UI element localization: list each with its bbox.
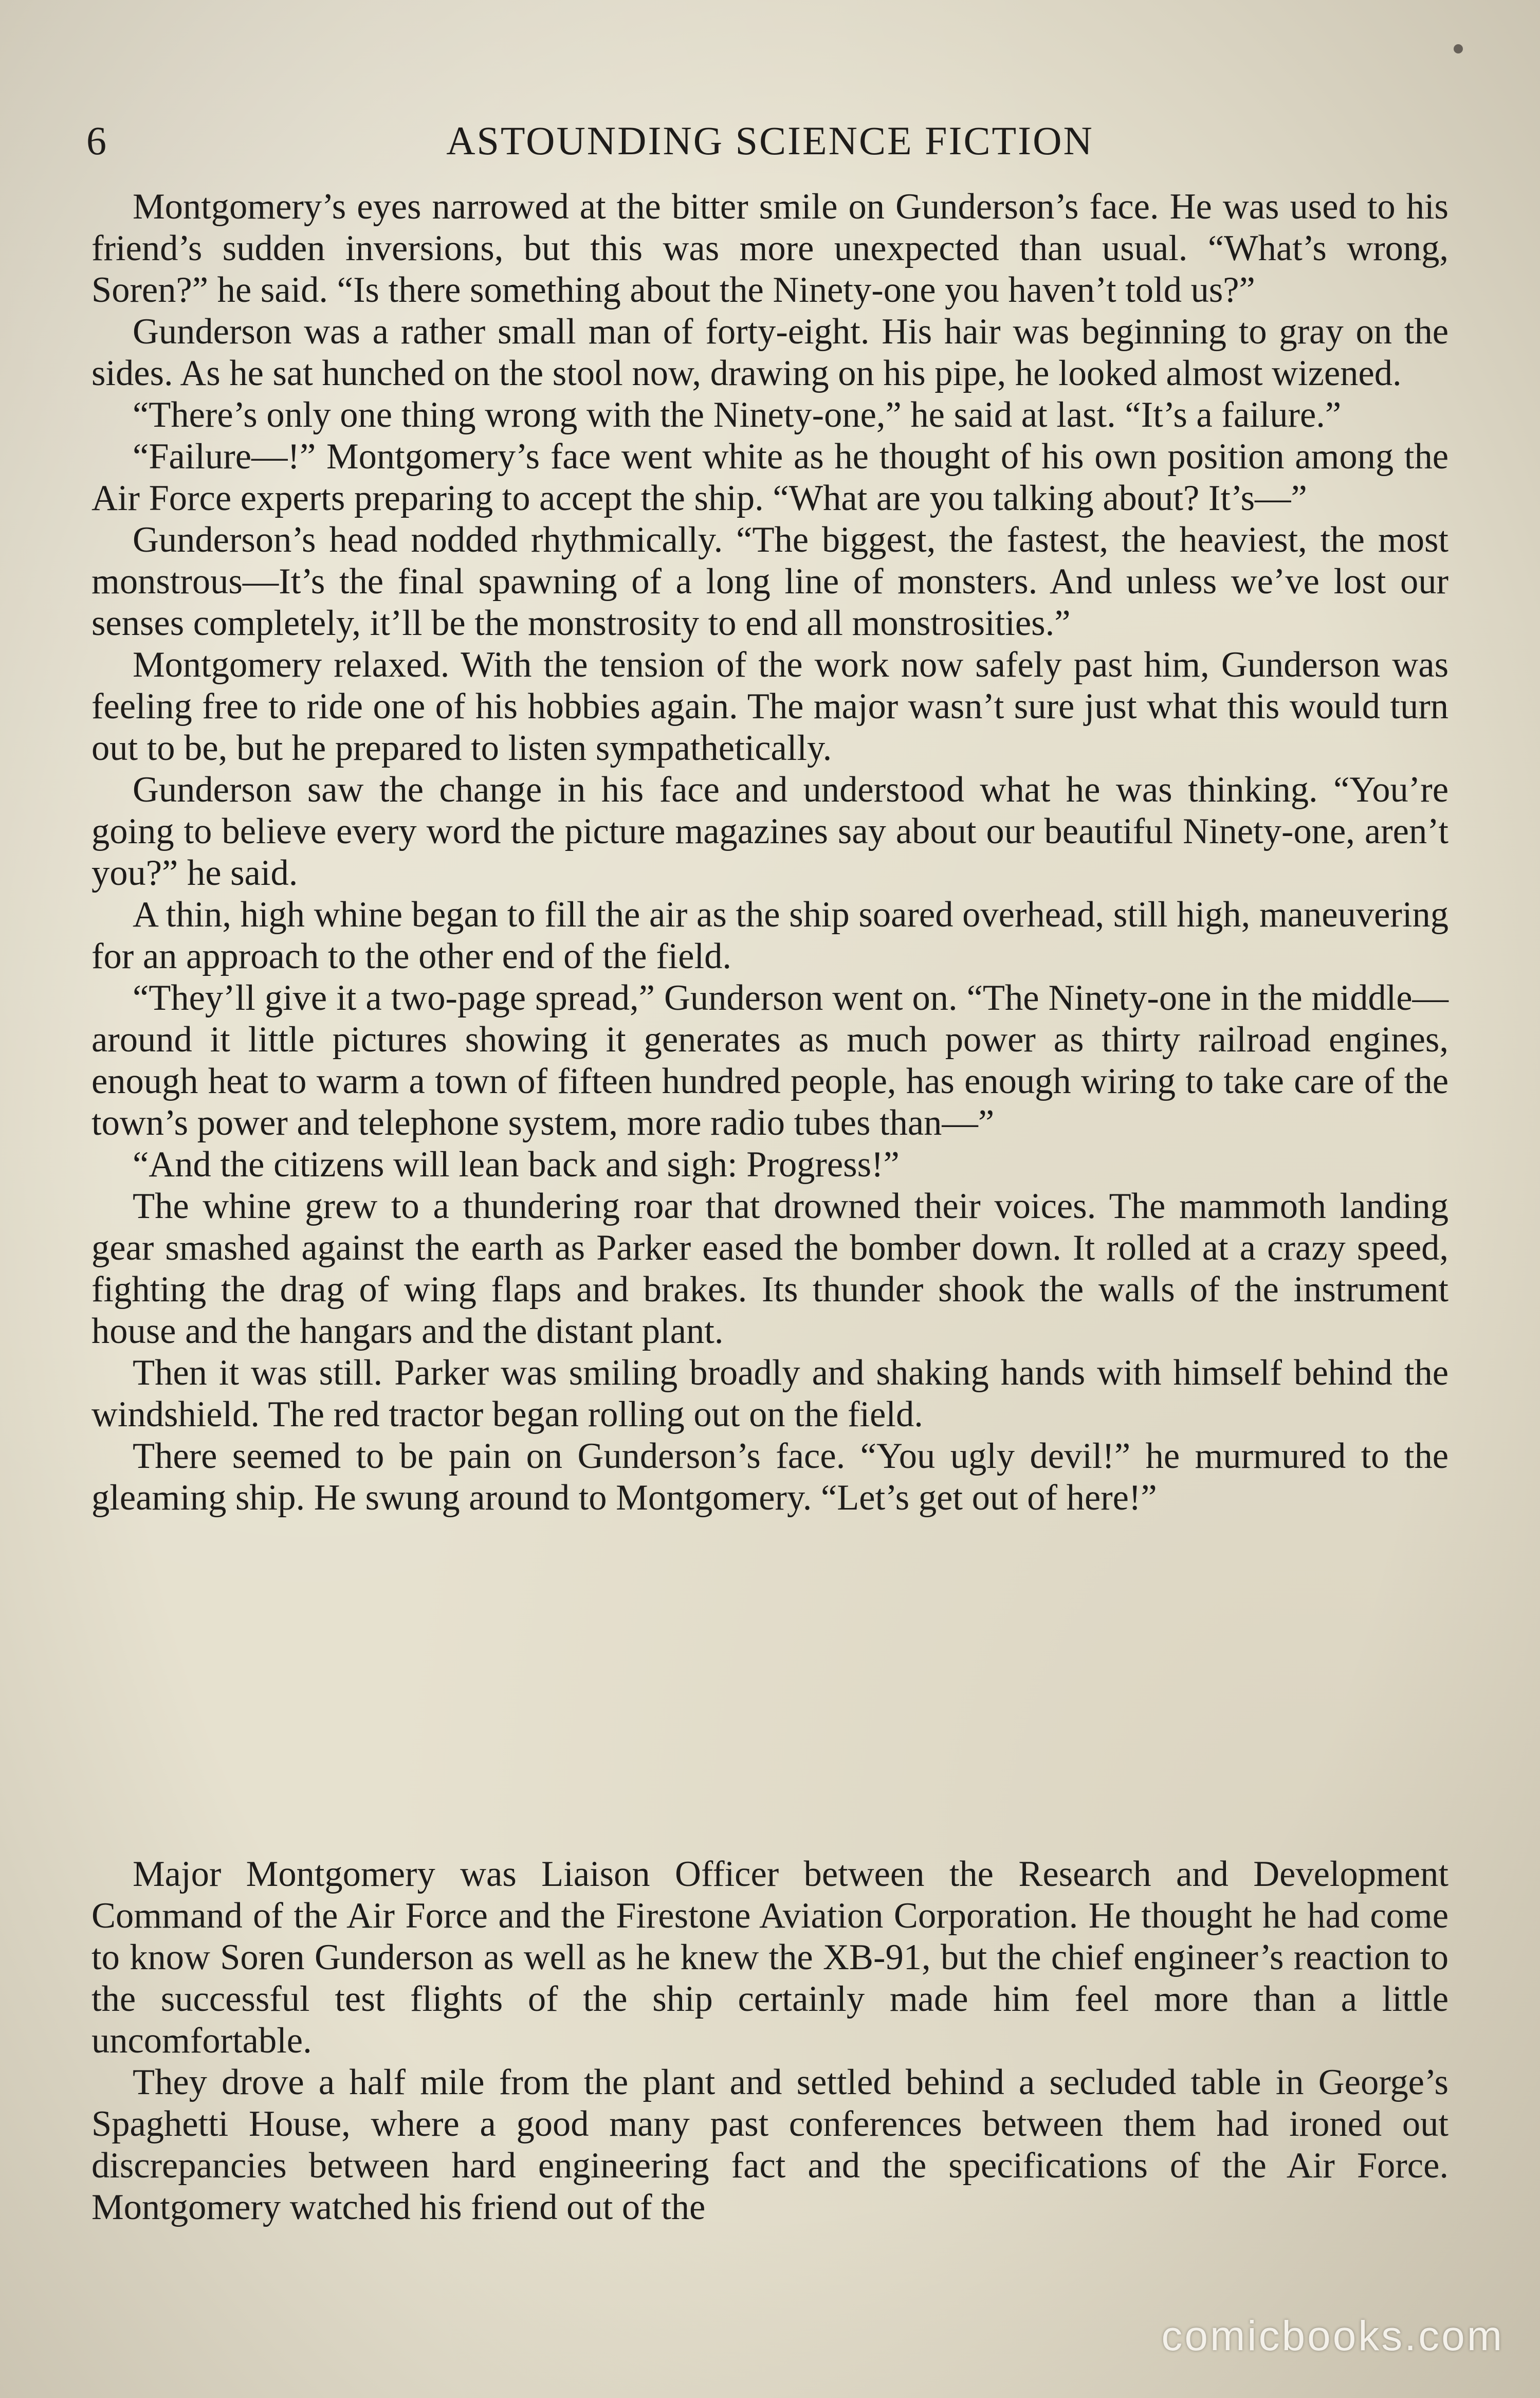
paragraph: Gunderson’s head nodded rhythmically. “The biggest, the fastest, the heaviest, the most monstrous—It’s the final spawning of a long line of monsters. And unless we’ve lost our senses completely, it’ll be the monstrosity to end all monstrosities.” bbox=[91, 520, 1449, 643]
paragraph: They drove a half mile from the plant and settled behind a secluded table in George’s Spaghetti House, where a good many past conferences between them had ironed out discrepancies between hard engineering fact and the specifications of the Air Force. Montgomery watched his friend out of the bbox=[91, 2062, 1449, 2227]
story-section-two bbox=[91, 1854, 1449, 2228]
paragraph: Montgomery relaxed. With the tension of the work now safely past him, Gunderson was feeling free to ride one of his hobbies again. The major wasn’t sure just what this would turn out to be, but he prepared to listen sympathetically. bbox=[91, 645, 1449, 768]
paragraph: “They’ll give it a two-page spread,” Gunderson went on. “The Ninety-one in the middle—around it little pictures showing it generates as much power as thirty railroad engines, enough heat to warm a town of fifteen hundred people, has enough wiring to take care of the town’s power and telephone system, more radio tubes than—” bbox=[91, 978, 1449, 1143]
running-head: ASTOUNDING SCIENCE FICTION bbox=[446, 118, 1094, 163]
paragraph: There seemed to be pain on Gunderson’s face. “You ugly devil!” he murmured to the gleaming ship. He swung around to Montgomery. “Let’s get out of here!” bbox=[91, 1436, 1449, 1518]
paragraph: A thin, high whine began to fill the air as the ship soared overhead, still high, maneuvering for an approach to the other end of the field. bbox=[91, 895, 1449, 976]
paragraph: “There’s only one thing wrong with the Ninety-one,” he said at last. “It’s a failure.” bbox=[133, 395, 1342, 435]
watermark: comicbooks.com bbox=[1161, 2313, 1504, 2359]
paragraph: Major Montgomery was Liaison Officer between the Research and Development Command of the Air Force and the Firestone Aviation Corporation. He thought he had come to know Soren Gunderson as well as he knew the XB-91, but the chief engineer’s reaction to the successful test flights of the ship certainly made him feel more than a little uncomfortable. bbox=[91, 1854, 1449, 2061]
paragraph: “And the citizens will lean back and sigh: Progress!” bbox=[133, 1145, 900, 1185]
paragraph: Gunderson saw the change in his face and understood what he was thinking. “You’re going to believe every word the picture magazines say about our beautiful Ninety-one, aren’t you?” he said. bbox=[91, 770, 1449, 893]
page-number: 6 bbox=[86, 118, 107, 163]
story-section-one bbox=[91, 186, 1449, 1519]
paragraph: Gunderson was a rather small man of forty-eight. His hair was beginning to gray on the sides. As he sat hunched on the stool now, drawing on his pipe, he looked almost wizened. bbox=[91, 312, 1449, 393]
paragraph: Then it was still. Parker was smiling broadly and shaking hands with himself behind the windshield. The red tractor began rolling out on the field. bbox=[91, 1353, 1449, 1434]
paragraph: The whine grew to a thundering roar that drowned their voices. The mammoth landing gear smashed against the earth as Parker eased the bomber down. It rolled at a crazy speed, fighting the drag of wing flaps and brakes. Its thunder shook the walls of the instrument house and the hangars and the distant plant. bbox=[91, 1186, 1449, 1351]
paragraph: “Failure—!” Montgomery’s face went white as he thought of his own position among the Air Force experts preparing to accept the ship. “What are you talking about? It’s—” bbox=[91, 437, 1449, 518]
paragraph: Montgomery’s eyes narrowed at the bitter smile on Gunderson’s face. He was used to his friend’s sudden inversions, but this was more unexpected than usual. “What’s wrong, Soren?” he said. “Is there something about the Ninety-one you haven’t told us?” bbox=[91, 187, 1449, 310]
ink-speck bbox=[1454, 44, 1463, 53]
